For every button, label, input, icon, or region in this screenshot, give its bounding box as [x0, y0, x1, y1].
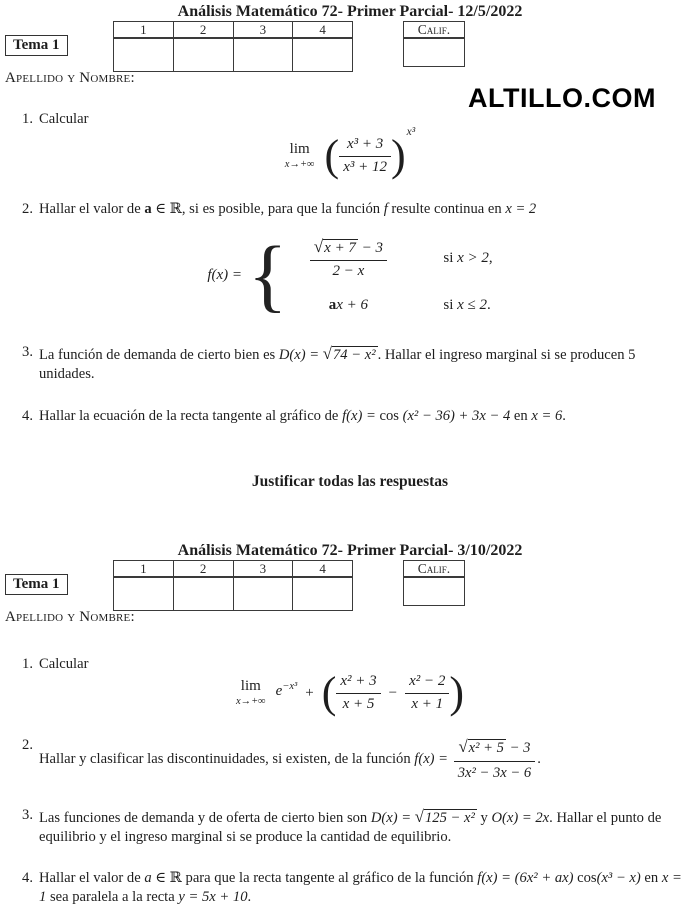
fraction — [454, 736, 536, 784]
math-run: − 3 — [505, 740, 531, 756]
sqrt-radical — [322, 344, 378, 363]
fraction-denominator: x³ + 12 — [339, 156, 391, 176]
grade-col-3: 3 — [234, 561, 294, 576]
problem-number: 1. — [22, 656, 33, 672]
exam2-grade-table — [113, 560, 353, 611]
limit-operator — [285, 142, 315, 171]
math-run: x = 2 — [505, 201, 537, 217]
exponent: x³ — [406, 126, 416, 138]
math-f: f — [383, 201, 388, 217]
cases-rows — [295, 237, 492, 314]
lim-subscript: x→+∞ — [284, 158, 315, 170]
problem-number: 2. — [22, 737, 33, 753]
exam2-name-label: Apellido y Nombre: — [5, 609, 135, 625]
text-run: . Hallar el punto de equilibrio y el ingreso marginal si se produce la cantidad de equilibrio. — [39, 810, 662, 846]
math-run: f(x) = (6x² + ax) — [477, 870, 578, 886]
text-run: en — [640, 870, 662, 886]
grade-empty-cell — [234, 39, 294, 71]
lim-subscript: x→+∞ — [235, 695, 266, 707]
text-run: Hallar y clasificar las discontinuidades, si existen, de la función — [39, 751, 415, 768]
exp-term — [276, 681, 298, 700]
radical-sign: √ — [458, 737, 468, 756]
exam1-problem-1 — [20, 110, 692, 129]
calif-label: Calif. — [404, 22, 464, 39]
sqrt-radical — [458, 737, 506, 756]
math-run: x = 1 — [39, 870, 682, 906]
exam2-tema-box: Tema 1 — [5, 574, 68, 595]
lim-word: lim — [240, 677, 261, 694]
exam1-name-label: Apellido y Nombre: — [5, 70, 135, 86]
calif-empty-cell — [404, 39, 464, 66]
math-run: y = 5x + 10 — [178, 889, 248, 906]
grade-empty-cell — [174, 39, 234, 71]
radical-sign: √ — [313, 236, 324, 256]
radicand: 125 − x² — [425, 810, 475, 826]
fraction-denominator: 2 − x — [310, 260, 387, 280]
exam1-problem-3 — [20, 343, 692, 385]
grade-header-row — [114, 22, 352, 39]
e-base: e — [275, 682, 283, 699]
sqrt-radical — [313, 236, 358, 256]
math-run: a — [144, 870, 152, 886]
case-expression — [295, 297, 401, 314]
exam2-problem-4 — [20, 869, 692, 908]
text-run: resulte continua en — [387, 201, 506, 217]
altillo-watermark: ALTILLO.COM — [468, 83, 656, 113]
text-run: Hallar la ecuación de la recta tangente al gráfico de — [39, 408, 343, 424]
problem-number: 3. — [22, 807, 33, 823]
text-run: Hallar el valor de — [39, 201, 145, 217]
fraction-denominator: x + 5 — [336, 693, 380, 713]
grade-empty-cell — [114, 39, 174, 71]
grade-empty-cell — [114, 578, 174, 610]
text-run: La función de demanda de cierto bien es — [39, 347, 279, 363]
grade-col-4: 4 — [319, 22, 326, 37]
problem-text — [39, 200, 692, 219]
text-run: en — [510, 408, 532, 424]
text-run: Hallar el valor de — [39, 870, 145, 886]
text-run: sea paralela a la recta — [46, 889, 179, 906]
grade-empty-cell — [174, 578, 234, 610]
radicand: x² + 5 — [468, 740, 504, 756]
problem-text — [39, 806, 692, 848]
problem-number: 1. — [22, 111, 33, 127]
calif-empty-cell — [404, 578, 464, 605]
fraction-numerator: x² − 2 — [409, 673, 446, 689]
problem-number: 2. — [22, 201, 33, 217]
exam1-tema-box: Tema 1 — [5, 35, 68, 56]
text-run: . — [537, 751, 541, 768]
problem-text: Calcular — [39, 111, 89, 127]
grade-body-row — [114, 578, 352, 610]
math-run: x ≤ 2 — [457, 296, 488, 313]
math-run: (x³ − x) — [596, 870, 641, 886]
e-exponent: −x³ — [282, 680, 298, 692]
fraction — [310, 237, 387, 280]
grade-col-3: 3 — [234, 22, 294, 37]
text-run: si — [443, 249, 458, 266]
exam2-limit-formula — [0, 668, 700, 718]
plus-operator: + — [305, 684, 314, 701]
problem-number: 4. — [22, 870, 33, 886]
math-run: − 3 — [357, 239, 384, 256]
grade-col-1: 1 — [114, 561, 174, 576]
open-paren: ( — [321, 668, 337, 718]
problem-text — [39, 343, 692, 385]
grade-col-2: 2 — [174, 561, 234, 576]
exam1-problem-2 — [20, 200, 692, 219]
fraction-numerator — [454, 736, 536, 761]
math-run: x = 6 — [531, 408, 563, 424]
grade-col-4: 4 — [319, 561, 326, 576]
exam1-piecewise-function — [0, 229, 700, 321]
calif-label: Calif. — [404, 561, 464, 578]
fraction — [405, 673, 449, 713]
radical-sign: √ — [322, 344, 332, 363]
case-condition — [401, 250, 492, 267]
text-run: . — [487, 296, 491, 313]
problem-number: 4. — [22, 408, 33, 424]
text-run: y — [476, 810, 492, 826]
grade-col-1: 1 — [114, 22, 174, 37]
limit-operator — [236, 679, 266, 708]
fraction-numerator: x³ + 3 — [346, 136, 384, 152]
case-expression — [295, 237, 401, 280]
text-run: si — [443, 296, 458, 313]
math-run: (x² − 36) + 3x − 4 — [398, 408, 511, 424]
math-run: x > 2 — [457, 249, 489, 266]
math-run: f(x) = — [342, 408, 380, 424]
fraction-numerator — [310, 237, 387, 260]
exam1-footer-instruction: Justificar todas las respuestas — [251, 473, 449, 490]
problem-text — [39, 407, 692, 426]
open-paren: ( — [324, 131, 340, 181]
sqrt-radical — [414, 807, 477, 826]
case-row-1 — [295, 237, 492, 280]
fraction-denominator: 3x² − 3x − 6 — [454, 761, 536, 783]
grade-empty-cell — [293, 578, 352, 610]
exam1-grade-table — [113, 21, 353, 72]
exam1-limit-formula — [0, 126, 700, 182]
math-run: O(x) = 2x — [491, 810, 550, 826]
text-run: . — [562, 408, 566, 424]
math-run: f(x) = — [414, 751, 452, 768]
text-run: , — [488, 249, 493, 266]
math-bold-a: a — [144, 201, 152, 217]
fraction-numerator: x² + 3 — [340, 673, 377, 689]
text-run: ∈ ℝ para que la recta tangente al gráfico de la función — [151, 870, 478, 886]
problem-number: 3. — [22, 344, 33, 360]
exam1-calif-table — [403, 21, 465, 67]
case-condition — [401, 297, 490, 314]
case-row-2 — [295, 297, 492, 314]
grade-body-row — [114, 39, 352, 71]
grade-empty-cell — [293, 39, 352, 71]
fraction — [339, 136, 391, 176]
cos-function: cos — [577, 870, 597, 886]
close-paren: ) — [390, 131, 406, 181]
close-paren: ) — [449, 668, 465, 718]
exam1-problem-4 — [20, 407, 692, 426]
math-bold-a: a — [328, 296, 337, 313]
radical-sign: √ — [414, 807, 424, 826]
fraction — [336, 673, 380, 713]
function-lhs: f(x) = — [207, 266, 243, 283]
fraction-denominator: x + 1 — [405, 693, 449, 713]
exam2-problem-2 — [20, 736, 692, 784]
exam1-title: Análisis Matemático 72- Primer Parcial- 12/5/2022 — [177, 3, 523, 20]
radicand: 74 − x² — [333, 347, 376, 363]
lim-word: lim — [289, 140, 310, 157]
text-run: . Hallar el ingreso marginal si se producen 5 unidades. — [39, 347, 636, 383]
math-run: D(x) = — [278, 347, 323, 363]
math-run: x + 6 — [336, 296, 369, 313]
grade-col-2: 2 — [174, 22, 234, 37]
cos-function: cos — [379, 408, 399, 424]
grade-header-row — [114, 561, 352, 578]
problem-text — [39, 736, 692, 784]
problem-text — [39, 869, 692, 908]
exam2-problem-3 — [20, 806, 692, 848]
text-run: Las funciones de demanda y de oferta de cierto bien son — [39, 810, 371, 826]
text-run: ∈ ℝ, si es posible, para que la función — [151, 201, 384, 217]
grade-empty-cell — [234, 578, 294, 610]
minus-operator: − — [388, 684, 398, 701]
text-run: . — [247, 889, 252, 906]
math-run: D(x) = — [370, 810, 415, 826]
radicand: x + 7 — [324, 239, 356, 256]
cases-brace: { — [248, 229, 288, 321]
exam2-calif-table — [403, 560, 465, 606]
problem-text: Calcular — [39, 656, 89, 672]
exam2-title: Análisis Matemático 72- Primer Parcial- 3/10/2022 — [177, 542, 523, 559]
